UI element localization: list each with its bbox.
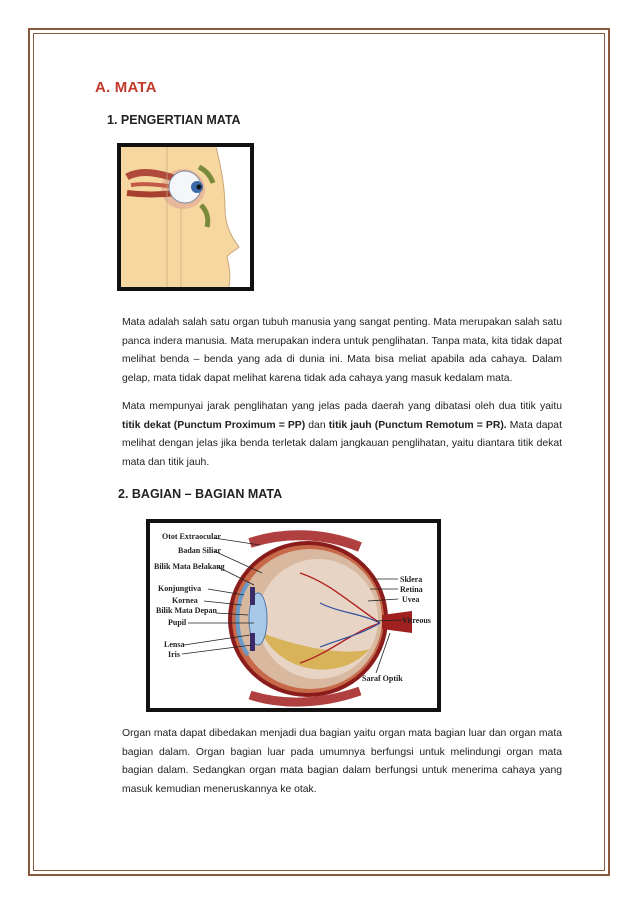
- section-title: A. MATA: [95, 79, 157, 96]
- label-otot: Otot Extraocular: [162, 532, 221, 541]
- eye-profile-illustration: [121, 147, 250, 287]
- label-kornea: Kornea: [172, 596, 198, 605]
- para2-text-3: Mata dapat melihat dengan jelas jika benda terletak dalam jangkauan penglihatan, yaitu diantara titik dekat mata dan titik jauh.: [122, 419, 562, 468]
- titik-jauh-term: titik jauh (Punctum Remotum = PR).: [328, 419, 507, 431]
- eye-profile-image: [117, 143, 254, 291]
- subsection-title-bagian: 2. BAGIAN – BAGIAN MATA: [118, 487, 283, 501]
- para2-text-2: dan: [305, 419, 329, 431]
- label-konjungtiva: Konjungtiva: [158, 584, 202, 593]
- paragraph-pengertian: Mata adalah salah satu organ tubuh manusia yang sangat penting. Mata merupakan salah satu panca indera manusia. Mata merupakan indera untuk penglihatan. Tanpa mata, kita tidak dapat melihat benda – benda yang ada di dunia ini. Mata bisa meliat apabila ada cahaya. Dalam gelap, mata tidak dapat melihat karena tidak ada cahaya yang masuk kedalam mata.: [122, 317, 562, 384]
- label-sklera: Sklera: [400, 575, 423, 584]
- para2-text-1: Mata mempunyai jarak penglihatan yang jelas pada daerah yang dibatasi oleh dua titik yaitu: [122, 401, 562, 412]
- paragraph-bagian-mata: Organ mata dapat dibedakan menjadi dua bagian yaitu organ mata bagian luar dan organ mata bagian dalam. Organ bagian luar pada umumnya berfungsi untuk melindungi organ mata bagian dalam. Sedangkan organ mata bagian dalam berfungsi untuk menerima cahaya yang masuk kemudian meneruskannya ke otak.: [122, 728, 562, 795]
- eye-anatomy-illustration: [150, 523, 437, 708]
- label-bilik-belakang: Bilik Mata Belakang: [154, 562, 225, 571]
- subsection-title-pengertian: 1. PENGERTIAN MATA: [107, 113, 241, 127]
- label-pupil: Pupil: [168, 618, 187, 627]
- eye-anatomy-diagram: [146, 519, 441, 712]
- label-vitreous: Vitreous: [402, 616, 431, 625]
- label-badan-siliar: Badan Siliar: [178, 546, 221, 555]
- label-uvea: Uvea: [402, 595, 420, 604]
- label-retina: Retina: [400, 585, 423, 594]
- label-iris: Iris: [168, 650, 180, 659]
- titik-dekat-term: titik dekat (Punctum Proximum = PP): [122, 419, 306, 431]
- label-bilik-depan: Bilik Mata Depan: [156, 606, 217, 615]
- label-lensa: Lensa: [164, 640, 185, 649]
- paragraph-jarak-penglihatan: [122, 398, 562, 472]
- label-saraf-optik: Saraf Optik: [362, 674, 403, 683]
